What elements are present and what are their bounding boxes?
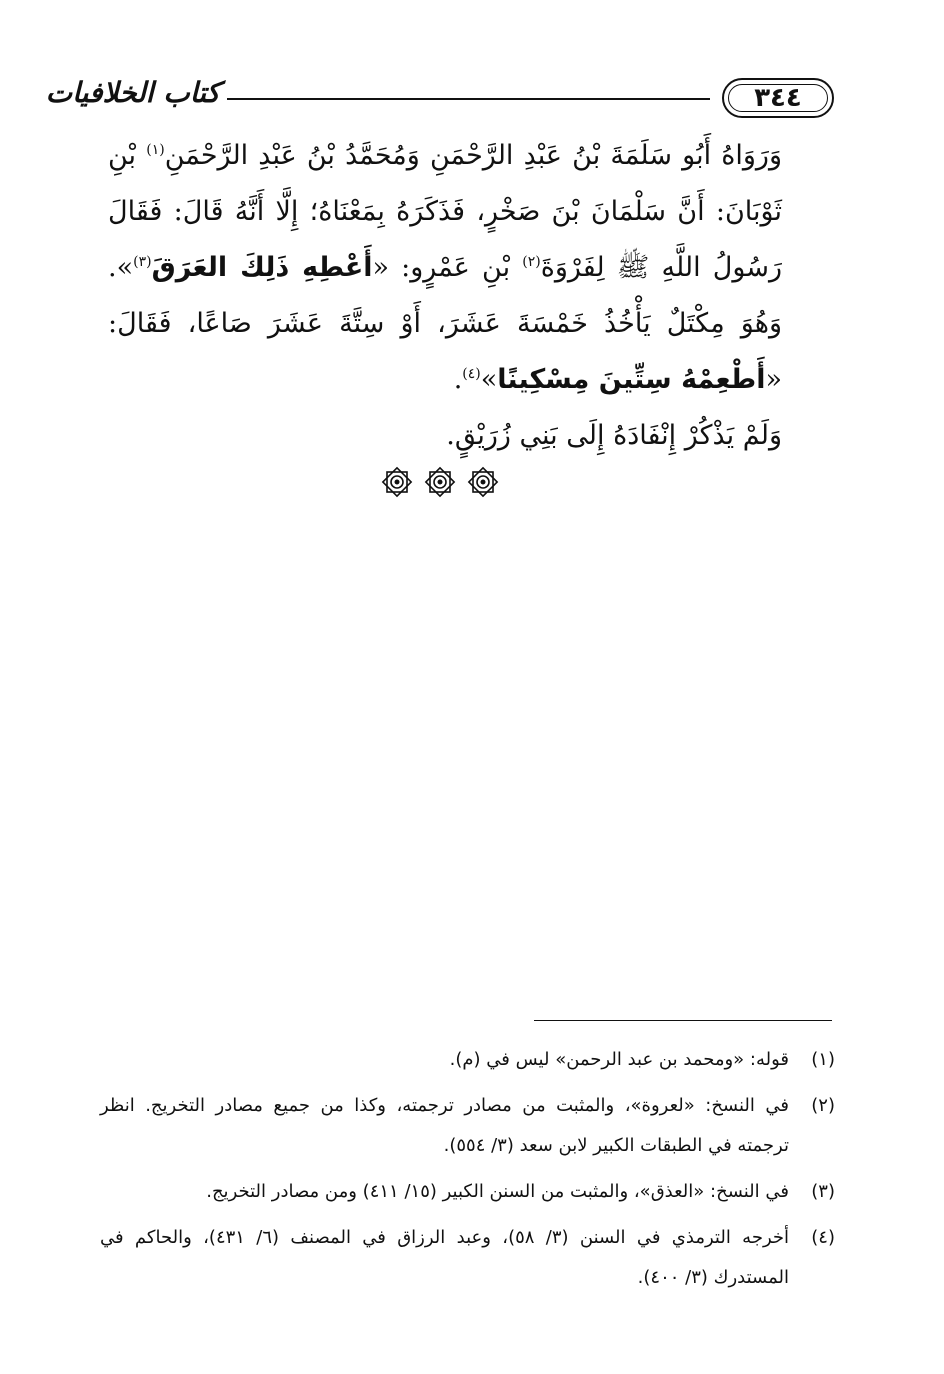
footnote-ref-2[interactable]: (٢) (522, 254, 541, 270)
text-run: وَرَوَاهُ أَبُو سَلَمَةَ بْنُ عَبْدِ الرَّحْمَنِ وَمُحَمَّدُ بْنُ عَبْدِ الرَّحْمَنِ (164, 140, 783, 171)
footnote-number: (٣) (811, 1181, 835, 1202)
footnotes (100, 1040, 835, 1304)
footnote-text: قوله: «ومحمد بن عبد الرحمن» ليس في (م). (449, 1049, 789, 1070)
page-number-frame (722, 78, 834, 118)
section-divider-ornaments (380, 462, 500, 502)
page-header (45, 70, 840, 130)
quote-bold-2: أَطْعِمْهُ سِتِّينَ مِسْكِينًا (497, 364, 766, 395)
footnote-text: أخرجه الترمذي في السنن (٣/ ٥٨)، وعبد الرزاق في المصنف (٦/ ٤٣١)، والحاكم في المستدرك (٣/ ٤٠٠). (100, 1227, 790, 1288)
footnote-ref-4[interactable]: (٤) (462, 366, 481, 382)
paragraph-2: وَلَمْ يَذْكُرْ إِنْفَادَهُ إِلَى بَنِي زُرَيْقٍ. (446, 420, 782, 451)
book-title: كتاب الخلافيات (45, 76, 220, 109)
footnote-number: (٤) (811, 1227, 835, 1248)
footnote-number: (٢) (811, 1095, 835, 1116)
footnote-number: (١) (811, 1049, 835, 1070)
text-run: . (453, 364, 463, 395)
footnote-4 (100, 1218, 835, 1298)
footnote-ref-3[interactable]: (٣) (133, 254, 152, 270)
main-text (108, 128, 832, 464)
footnote-1 (100, 1040, 835, 1080)
text-run: بْنِ ثَوْبَانَ: أَنَّ سَلْمَانَ بْنَ صَخْرٍ، فَذَكَرَهُ بِمَعْنَاهُ؛ إِلَّا أَنَّهُ قَالَ: فَقَالَ رَسُولُ اللَّهِ ﷺ لِفَرْوَةَ (108, 140, 782, 283)
page-number: ٣٤٤ (754, 83, 802, 113)
text-run: » (480, 364, 498, 395)
footnote-2 (100, 1086, 835, 1166)
header-rule (227, 98, 710, 100)
rosette-ornament-icon (466, 465, 500, 499)
rosette-ornament-icon (423, 465, 457, 499)
text-run: ». وَهُوَ مِكْتَلٌ يَأْخُذُ خَمْسَةَ عَشَرَ، أَوْ سِتَّةَ عَشَرَ صَاعًا، فَقَالَ: « (108, 252, 782, 395)
footnote-text: في النسخ: «العذق»، والمثبت من السنن الكبير (١٥/ ٤١١) ومن مصادر التخريج. (206, 1181, 789, 1202)
footnote-separator (534, 1020, 832, 1021)
quote-bold-1: أَعْطِهِ ذَلِكَ العَرَقَ (151, 252, 373, 283)
text-run: بْنِ عَمْرٍو: « (372, 252, 523, 283)
paragraph-1 (108, 128, 832, 408)
footnote-3 (100, 1172, 835, 1212)
footnote-text: في النسخ: «لعروة»، والمثبت من مصادر ترجمته، وكذا من جميع مصادر التخريج. انظر ترجمته في الطبقات الكبير لابن سعد (٣/ ٥٥٤). (100, 1095, 789, 1156)
footnote-ref-1[interactable]: (١) (146, 142, 165, 158)
rosette-ornament-icon (380, 465, 414, 499)
